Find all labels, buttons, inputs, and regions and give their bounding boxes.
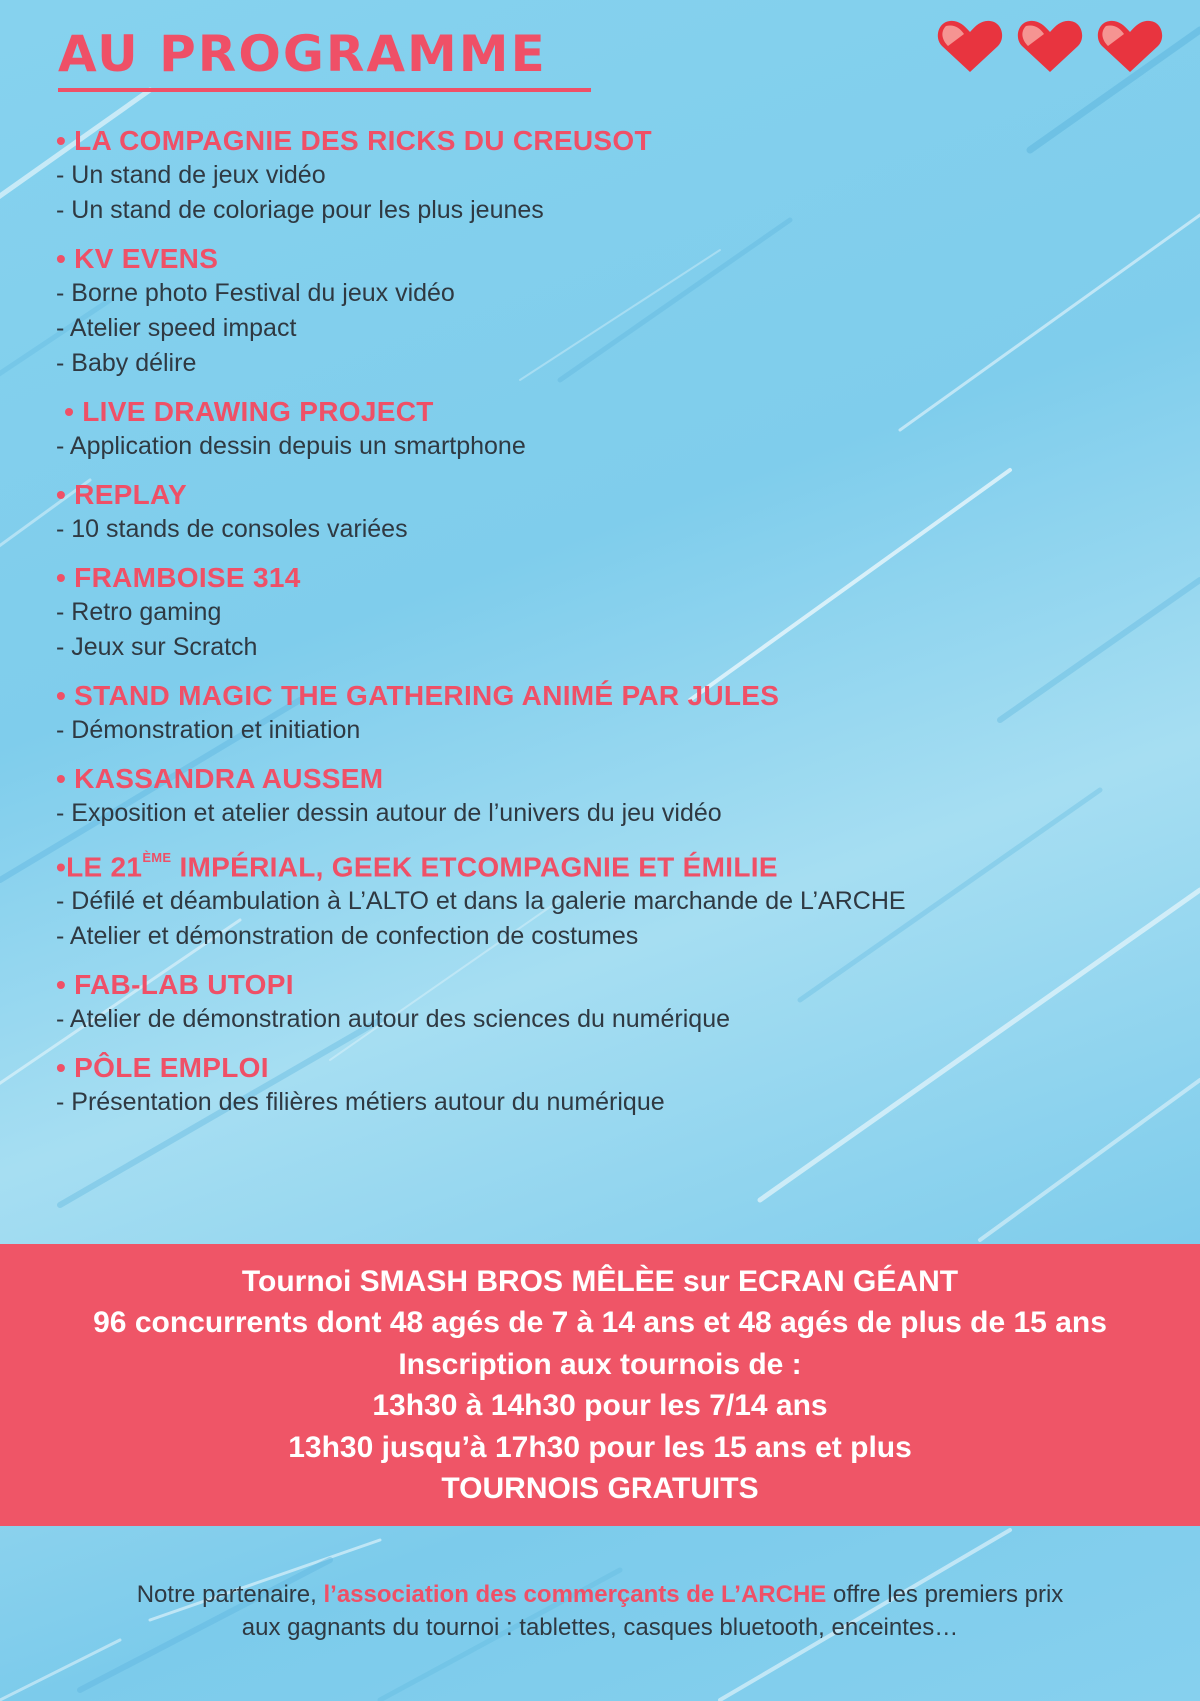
list-item: - Jeux sur Scratch xyxy=(56,633,258,661)
list-item: - Un stand de coloriage pour les plus jeunes xyxy=(56,196,544,224)
section-title: • STAND MAGIC THE GATHERING ANIMÉ PAR JULES xyxy=(56,680,780,711)
tournament-free: TOURNOIS GRATUITS xyxy=(441,1472,759,1505)
section-title: • KV EVENS xyxy=(56,243,219,274)
programme-list xyxy=(56,124,1146,1134)
list-item: - Atelier de démonstration autour des sciences du numérique xyxy=(56,1005,730,1034)
title-superscript: ÈME xyxy=(142,850,172,865)
heart-icon xyxy=(1098,21,1162,72)
hearts-decoration xyxy=(934,16,1170,76)
title-prefix: •LE 21 xyxy=(56,851,143,883)
list-item: - 10 stands de consoles variées xyxy=(56,515,408,543)
list-item: - Baby délire xyxy=(56,349,197,377)
heart-icon xyxy=(938,21,1002,72)
tournament-title: Tournoi SMASH BROS MÊLÈE sur ECRAN GÉANT xyxy=(241,1264,959,1298)
section-pole-emploi xyxy=(56,1051,1146,1120)
page-title: AU PROGRAMME xyxy=(58,25,547,83)
tournament-banner xyxy=(0,1244,1200,1526)
section-kv-evens xyxy=(56,242,1146,381)
partner-note xyxy=(0,1578,1200,1644)
section-magic xyxy=(56,679,1146,748)
partner-intro: Notre partenaire, xyxy=(136,1581,324,1608)
section-title: • FRAMBOISE 314 xyxy=(56,562,301,593)
list-item: - Présentation des filières métiers autour du numérique xyxy=(56,1088,665,1117)
section-21eme xyxy=(56,845,1146,954)
list-item: - Exposition et atelier dessin autour de l’univers du jeu vidéo xyxy=(56,799,722,827)
tournament-registration: Inscription aux tournois de : xyxy=(398,1347,802,1381)
list-item: - Un stand de jeux vidéo xyxy=(56,161,326,189)
partner-line-1 xyxy=(0,1578,1200,1611)
heart-icon xyxy=(1018,21,1082,72)
title-suffix: IMPÉRIAL, GEEK ETCOMPAGNIE ET ÉMILIE xyxy=(171,851,778,883)
section-title: • LA COMPAGNIE DES RICKS DU CREUSOT xyxy=(56,125,652,156)
partner-name: l’association des commerçants de L’ARCHE xyxy=(323,1581,827,1608)
title-underline xyxy=(58,88,591,92)
list-item: - Atelier et démonstration de confection de costumes xyxy=(56,922,639,951)
tournament-slot-junior: 13h30 à 14h30 pour les 7/14 ans xyxy=(372,1389,828,1422)
section-replay xyxy=(56,478,1146,547)
list-item: - Défilé et déambulation à L’ALTO et dans la galerie marchande de L’ARCHE xyxy=(56,887,906,916)
partner-offer: offre les premiers prix xyxy=(826,1581,1064,1608)
section-title: • LIVE DRAWING PROJECT xyxy=(56,396,434,427)
section-framboise xyxy=(56,561,1146,665)
tournament-slot-senior: 13h30 jusqu’à 17h30 pour les 15 ans et plus xyxy=(288,1430,912,1464)
list-item: - Atelier speed impact xyxy=(56,314,297,342)
list-item: - Retro gaming xyxy=(56,598,222,626)
section-title xyxy=(56,845,1146,884)
list-item: - Démonstration et initiation xyxy=(56,716,361,744)
section-title: • FAB-LAB UTOPI xyxy=(56,969,294,1001)
section-live-drawing xyxy=(56,395,1146,464)
partner-line-2: aux gagnants du tournoi : tablettes, casques bluetooth, enceintes… xyxy=(241,1614,959,1641)
section-ricks xyxy=(56,124,1146,228)
section-kassandra xyxy=(56,762,1146,831)
section-fablab xyxy=(56,968,1146,1037)
section-title: • KASSANDRA AUSSEM xyxy=(56,763,384,794)
section-title: • REPLAY xyxy=(56,479,187,510)
tournament-participants: 96 concurrents dont 48 agés de 7 à 14 ans et 48 agés de plus de 15 ans xyxy=(93,1306,1107,1339)
section-title: • PÔLE EMPLOI xyxy=(56,1052,269,1084)
list-item: - Application dessin depuis un smartphone xyxy=(56,432,526,460)
list-item: - Borne photo Festival du jeux vidéo xyxy=(56,279,455,307)
